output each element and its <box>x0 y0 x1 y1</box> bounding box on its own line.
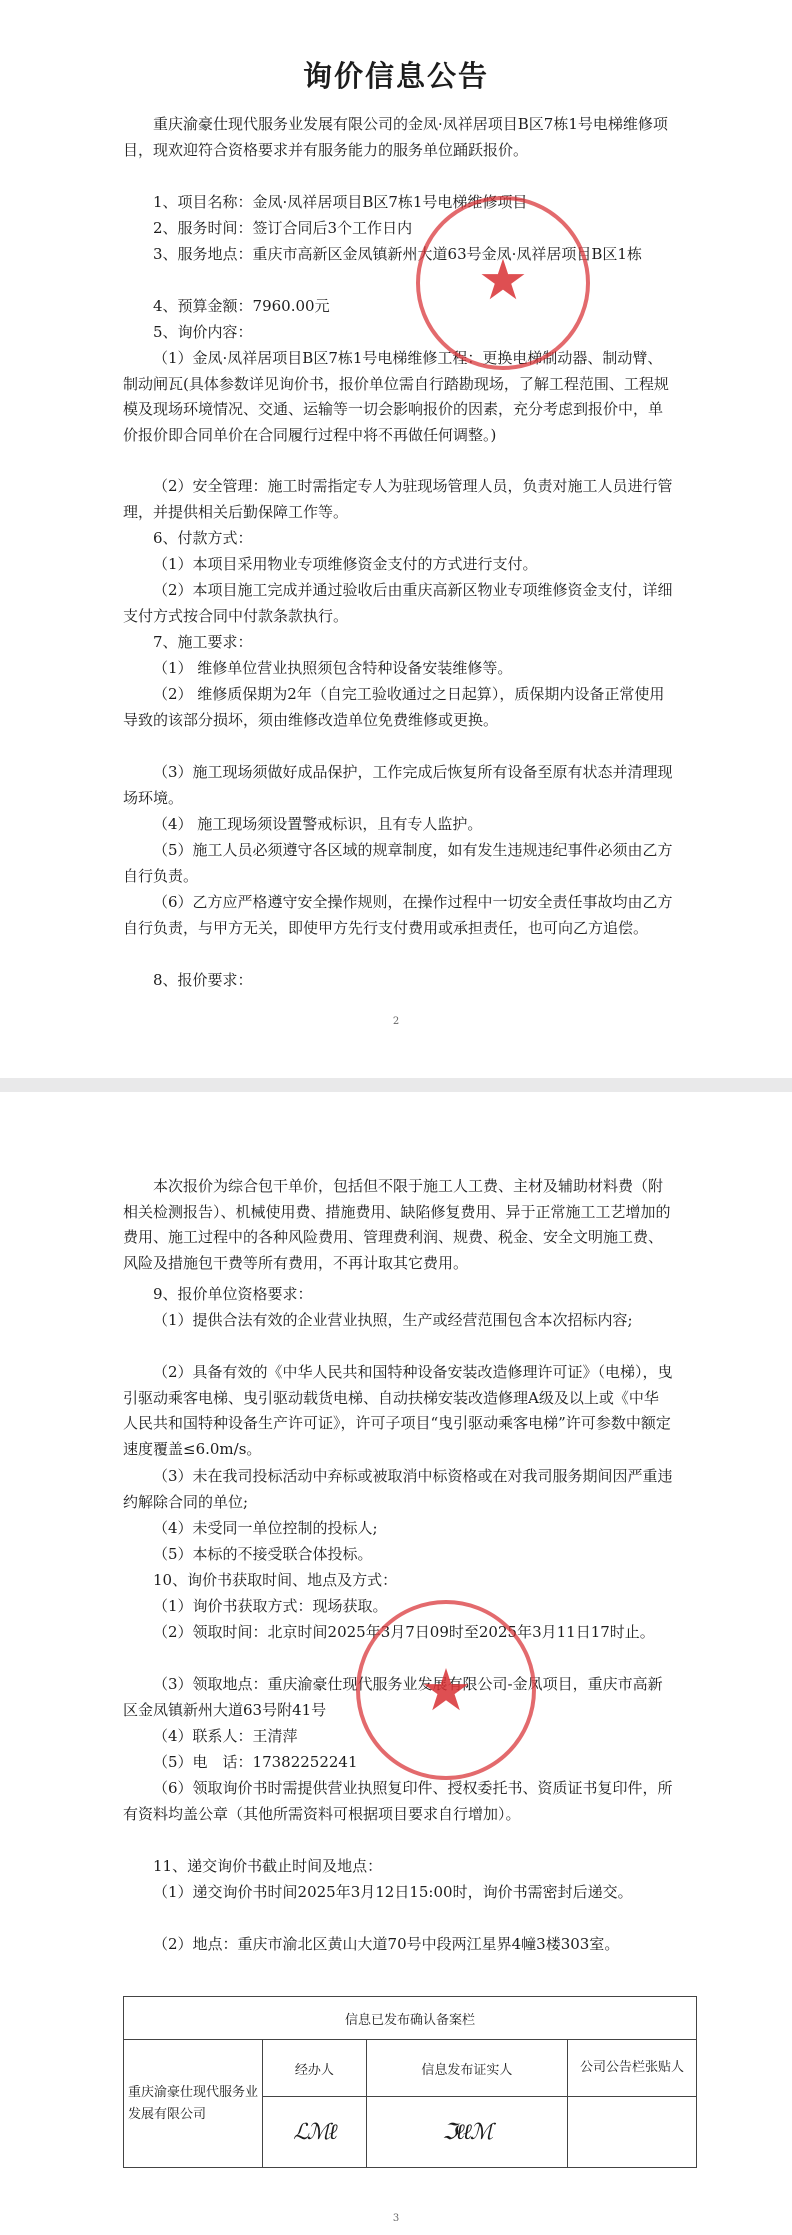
submission-time: （1）递交询价书时间2025年3月12日15:00时，询价书需密封后递交。 <box>153 1883 633 1901</box>
seal-star-icon: ★ <box>477 248 529 313</box>
page-title: 询价信息公告 <box>302 59 489 93</box>
inquiry-content-heading: 5、询价内容： <box>153 323 253 341</box>
document-page-3 <box>0 1092 792 2235</box>
quotation-heading: 8、报价要求： <box>153 971 253 989</box>
inquiry-content-2: （2）安全管理：施工时需指定专人为驻现场管理人员，负责对施工人员进行管理，并提供相关后勤保障工作等。 <box>123 477 673 521</box>
construction-6: （6）乙方应严格遵守安全操作规则，在操作过程中一切安全责任事故均由乙方自行负责，与甲方无关，即使甲方先行支付费用或承担责任，也可向乙方追偿。 <box>123 893 673 937</box>
qualification-4: （4）未受同一单位控制的投标人; <box>153 1519 378 1537</box>
required-documents: （6）领取询价书时需提供营业执照复印件、授权委托书、资质证书复印件，所有资料均盖公章（其他所需资料可根据项目要求自行增加）。 <box>123 1779 673 1823</box>
payment-2: （2）本项目施工完成并通过验收后由重庆高新区物业专项维修资金支付，详细支付方式按合同中付款条款执行。 <box>123 581 673 625</box>
document-page-2 <box>0 0 792 1078</box>
construction-2: （2） 维修质保期为2年（自完工验收通过之日起算），质保期内设备正常使用导致的该部分损坏，须由维修改造单位免费维修或更换。 <box>123 685 665 729</box>
handler-signature-cell <box>263 2097 367 2168</box>
registration-table <box>123 1996 697 2168</box>
service-location: 3、服务地点：重庆市高新区金凤镇新州大道63号金凤·凤祥居项目B区1栋 <box>153 245 642 263</box>
verifier-signature-cell <box>366 2097 567 2168</box>
acquisition-time: （2）领取时间：北京时间2025年3月7日09时至2025年3月11日17时止。 <box>153 1623 655 1641</box>
company-seal <box>416 196 590 370</box>
construction-heading: 7、施工要求： <box>153 633 253 651</box>
construction-3: （3）施工现场须做好成品保护，工作完成后恢复所有设备至原有状态并清理现场环境。 <box>123 763 673 807</box>
construction-4: （4） 施工现场须设置警戒标识，且有专人监护。 <box>153 815 483 833</box>
registration-table-heading: 信息已发布确认备案栏 <box>124 1997 697 2040</box>
construction-1: （1） 维修单位营业执照须包含特种设备安装维修等。 <box>153 659 513 677</box>
price-description: 本次报价为综合包干单价，包括但不限于施工人工费、主材及辅助材料费（附相关检测报告）、机械使用费、措施费用、缺陷修复费用、异于正常施工工艺增加的费用、施工过程中的各种风险费用、管理费利润、规费、税金、安全文明施工费、风险及措施包干费等所有费用，不再计取其它费用。 <box>123 1177 671 1272</box>
page-number: 2 <box>392 1016 400 1027</box>
verifier-header: 信息发布证实人 <box>366 2040 567 2097</box>
seal-star-icon: ★ <box>420 1656 472 1724</box>
contact-person: （4）联系人：王清萍 <box>153 1727 298 1745</box>
page-number: 3 <box>392 2213 400 2224</box>
project-name: 1、项目名称：金凤·凤祥居项目B区7栋1号电梯维修项目 <box>153 193 528 211</box>
acquisition-heading: 10、询价书获取时间、地点及方式： <box>153 1571 398 1589</box>
payment-1: （1）本项目采用物业专项维修资金支付的方式进行支付。 <box>153 555 538 573</box>
submission-location: （2）地点：重庆市渝北区黄山大道70号中段两江星界4幢3楼303室。 <box>153 1935 620 1953</box>
acquisition-location: （3）领取地点：重庆渝豪仕现代服务业发展有限公司-金凤项目，重庆市高新区金凤镇新州大道63号附41号 <box>123 1675 663 1719</box>
qualification-1: （1）提供合法有效的企业营业执照，生产或经营范围包含本次招标内容; <box>153 1311 633 1329</box>
registering-company: 重庆渝豪仕现代服务业发展有限公司 <box>124 2040 263 2168</box>
notice-poster-header: 公司公告栏张贴人 <box>568 2040 697 2097</box>
qualification-3: （3）未在我司投标活动中弃标或被取消中标资格或在对我司服务期间因严重违约解除合同的单位; <box>123 1467 673 1511</box>
intro-paragraph: 重庆渝豪仕现代服务业发展有限公司的金凤·凤祥居项目B区7栋1号电梯维修项目，现欢迎符合资格要求并有服务能力的服务单位踊跃报价。 <box>123 115 668 159</box>
submission-heading: 11、递交询价书截止时间及地点： <box>153 1857 383 1875</box>
contact-phone: （5）电 话：17382252241 <box>153 1753 358 1771</box>
payment-heading: 6、付款方式： <box>153 529 253 547</box>
qualification-5: （5）本标的不接受联合体投标。 <box>153 1545 373 1563</box>
inquiry-content-1: （1）金凤·凤祥居项目B区7栋1号电梯维修工程：更换电梯制动器、制动臂、制动闸瓦(具体参数详见询价书，报价单位需自行踏勘现场，了解工程范围、工程规模及现场环境情况、交通、运输等一切会影响报价的因素，充分考虑到报价中，单价报价即合同单价在合同履行过程中将不再做任何调整。) <box>123 349 669 444</box>
handler-header: 经办人 <box>263 2040 367 2097</box>
budget-amount: 4、预算金额：7960.00元 <box>153 297 330 315</box>
qualification-2: （2）具备有效的《中华人民共和国特种设备安装改造修理许可证》（电梯），曳引驱动乘客电梯、曳引驱动载货电梯、自动扶梯安装改造修理A级及以上或《中华人民共和国特种设备生产许可证》，许可子项目“曳引驱动乘客电梯”许可参数中额定速度覆盖≤6.0m/s。 <box>123 1363 673 1458</box>
qualification-heading: 9、报价单位资格要求： <box>153 1285 313 1303</box>
company-seal <box>356 1600 536 1780</box>
handler-signature: ℒℳℓ <box>293 2120 336 2145</box>
service-time: 2、服务时间：签订合同后3个工作日内 <box>153 219 413 237</box>
construction-5: （5）施工人员必须遵守各区域的规章制度，如有发生违规违纪事件必须由乙方自行负责。 <box>123 841 673 885</box>
notice-signature-cell <box>568 2097 697 2168</box>
verifier-signature: ℑℓℓℳ <box>442 2120 492 2145</box>
acquisition-method: （1）询价书获取方式：现场获取。 <box>153 1597 388 1615</box>
